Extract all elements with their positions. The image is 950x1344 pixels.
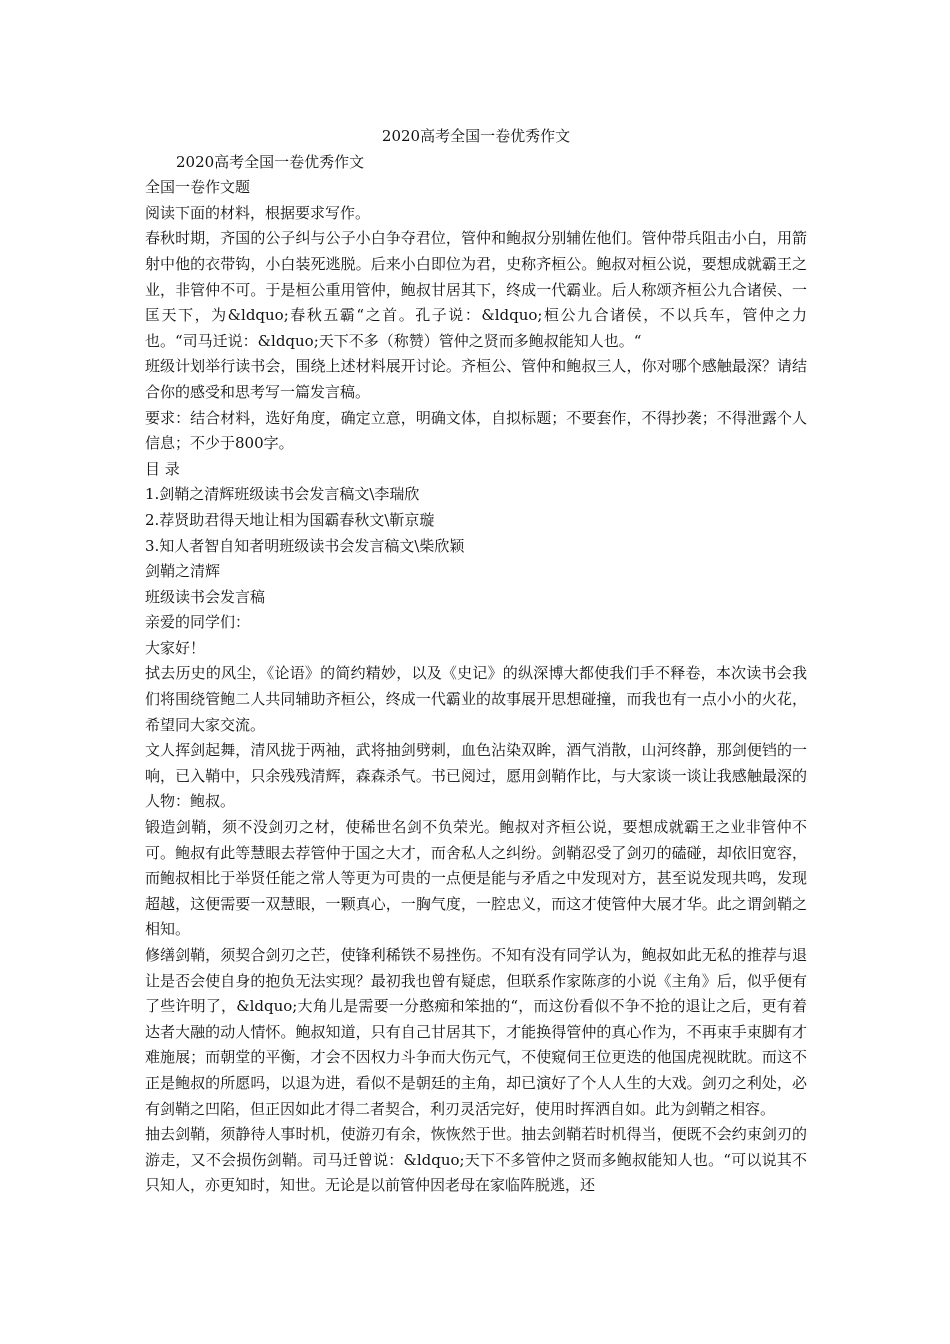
toc-item-1: 1.剑鞘之清辉班级读书会发言稿文\李瑞欣 [145, 485, 420, 504]
essay-subtitle: 班级读书会发言稿 [145, 587, 266, 606]
essay-title: 剑鞘之清辉 [145, 562, 221, 581]
essay-paragraph-3: 锻造剑鞘，须不没剑刃之材，使稀世名剑不负荣光。鲍叔对齐桓公说，要想成就霸王之业非管仲不可。鲍叔有此等慧眼去荐管仲于国之大才，而舍私人之纠纷。剑鞘忍受了剑刃的磕碰，却依旧宽容，而鲍叔相比于举贤任能之常人等更为可贵的一点便是能与矛盾之中发现对方，甚至说发现共鸣，发现超越，这便需要一双慧眼，一颗真心，一胸气度，一腔忠义，而这才使管仲大展才华。此之谓剑鞘之相知。 [145, 818, 807, 939]
salutation: 亲爱的同学们： [145, 613, 251, 632]
essay-topic-heading: 全国一卷作文题 [145, 178, 251, 197]
essay-paragraph-1: 拭去历史的风尘，《论语》的简约精妙，以及《史记》的纵深博大都使我们手不释卷，本次读书会我们将围绕管鲍二人共同辅助齐桓公，终成一代霸业的故事展开思想碰撞，而我也有一点小小的火花，希望同大家交流。 [145, 664, 807, 734]
task-paragraph: 班级计划举行读书会，围绕上述材料展开讨论。齐桓公、管仲和鲍叔三人，你对哪个感触最深？请结合你的感受和思考写一篇发言稿。 [145, 357, 807, 401]
essay-paragraph-2: 文人挥剑起舞，清风拢于两袖，武将抽剑劈刺，血色沾染双眸，酒气消散，山河终静，那剑便铛的一响，已入鞘中，只余残残清辉，森森杀气。书已阅过，愿用剑鞘作比，与大家谈一谈让我感触最深的人物：鲍叔。 [145, 741, 807, 811]
instruction-line: 阅读下面的材料，根据要求写作。 [145, 203, 371, 222]
document-title: 2020高考全国一卷优秀作文 [381, 127, 571, 145]
essay-paragraph-4: 修缮剑鞘，须契合剑刃之芒，使锋利稀铁不易挫伤。不知有没有同学认为，鲍叔如此无私的推荐与退让是否会使自身的抱负无法实现？最初我也曾有疑虑，但联系作家陈彦的小说《主角》后，似乎便有了些许明了，&ldquo;大角儿是需要一分憨痴和笨拙的“，而这份看似不争不抢的退让之后，更有着达者大融的动人情怀。鲍叔知道，只有自己甘居其下，才能换得管仲的真心作为，不再束手束脚有才难施展；而朝堂的平衡，才会不因权力斗争而大伤元气，不使窥伺王位更迭的他国虎视眈眈。而这不正是鲍叔的所愿吗，以退为进，看似不是朝廷的主角，却已演好了个人人生的大戏。剑刃之利处，必有剑鞘之凹陷，但正因如此才得二者契合，利刃灵活完好，使用时挥洒自如。此为剑鞘之相容。 [145, 946, 807, 1118]
requirements-paragraph: 要求：结合材料，选好角度，确定立意，明确文体，自拟标题；不要套作，不得抄袭；不得泄露个人信息；不少于800字。 [145, 408, 807, 453]
essay-paragraph-5: 抽去剑鞘，须静待人事时机，使游刃有余，恢恢然于世。抽去剑鞘若时机得当，便既不会约束剑刃的游走，又不会损伤剑鞘。司马迁曾说：&ldquo;天下不多管仲之贤而多鲍叔能知人也。“可以说其不只知人，亦更知时，知世。无论是以前管仲因老母在家临阵脱逃，还 [145, 1125, 807, 1195]
toc-item-3: 3.知人者智自知者明班级读书会发言稿文\柴欣颖 [145, 536, 465, 555]
toc-heading: 目 录 [145, 459, 180, 478]
greeting: 大家好！ [145, 638, 206, 657]
material-paragraph: 春秋时期，齐国的公子纠与公子小白争夺君位，管仲和鲍叔分别辅佐他们。管仲带兵阻击小白，用箭射中他的衣带钩，小白装死逃脱。后来小白即位为君，史称齐桓公。鲍叔对桓公说，要想成就霸王之业，非管仲不可。于是桓公重用管仲，鲍叔甘居其下，终成一代霸业。后人称颂齐桓公九合诸侯、一匡天下，为&ldquo;春秋五霸“之首。孔子说：&ldquo;桓公九合诸侯，不以兵车，管仲之力也。“司马迁说：&ldquo;天下不多（称赞）管仲之贤而多鲍叔能知人也。“ [145, 229, 807, 350]
subtitle: 2020高考全国一卷优秀作文 [176, 152, 365, 171]
document-body [145, 124, 807, 1199]
toc-item-2: 2.荐贤助君得天地让相为国霸春秋文\靳京璇 [145, 510, 435, 529]
